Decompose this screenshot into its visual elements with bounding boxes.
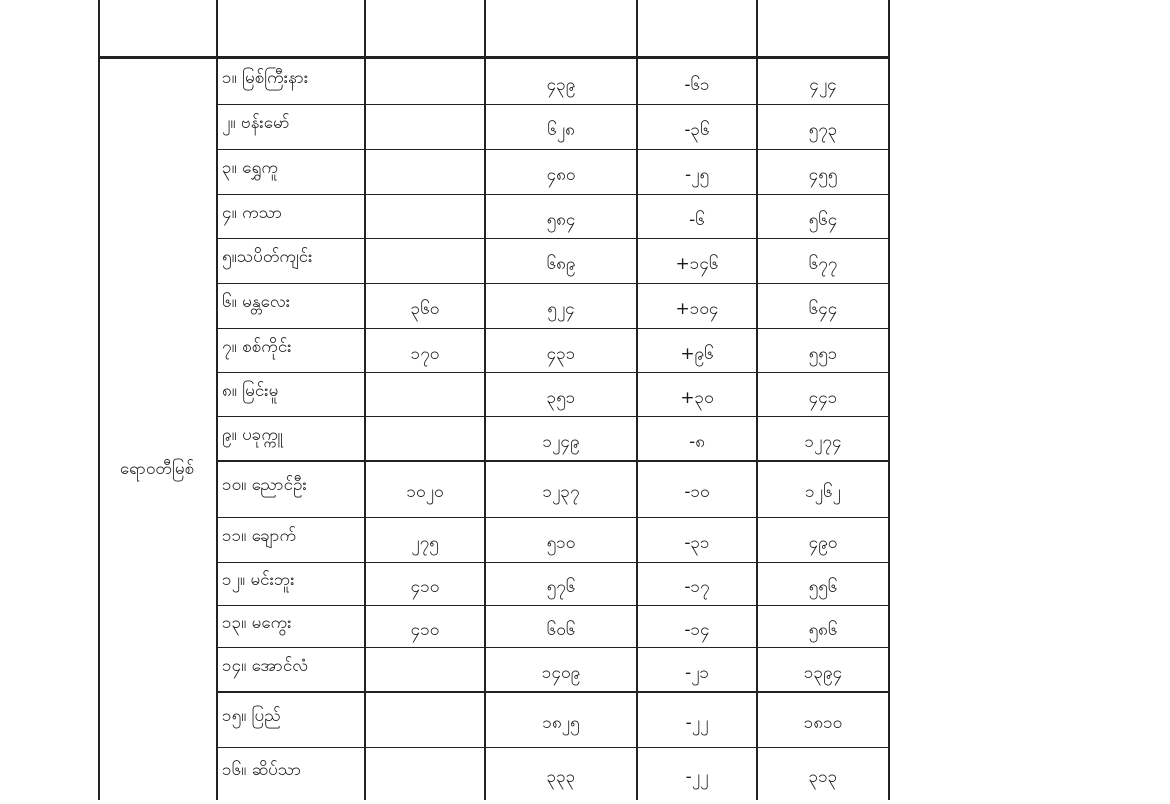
value-col-d: ၁၃၉၄ xyxy=(803,662,843,683)
body-col-divider xyxy=(216,59,218,800)
value-col-a xyxy=(366,108,484,153)
value-col-a: ၁၀၂၀ xyxy=(406,482,444,502)
value-col-b: ၆၈၉ xyxy=(546,254,576,274)
station-name: ၃။ ရွှေကူ xyxy=(222,158,279,178)
value-col-a xyxy=(366,198,484,242)
header-col-divider xyxy=(756,0,758,59)
value-col-b: ၄၃၉ xyxy=(546,75,576,95)
value-col-b: ၅၇၆ xyxy=(546,577,576,597)
value-col-c: -၆၁ xyxy=(684,75,710,95)
value-col-c: -၃၆ xyxy=(684,120,710,140)
value-col-d: ၅၇၃ xyxy=(808,120,838,140)
value-col-c: -၃၁ xyxy=(684,533,710,553)
station-name: ၇။ စစ်ကိုင်း xyxy=(222,336,292,357)
value-col-d: ၄၅၅ xyxy=(808,165,838,185)
value-col-a xyxy=(366,376,484,420)
value-col-d: ၃၁၃ xyxy=(808,767,838,787)
value-col-c: +၁၀၄ xyxy=(675,299,719,319)
value-col-c: -၆ xyxy=(689,209,705,230)
header-col-divider xyxy=(364,0,366,59)
value-col-b: ၄၈၀ xyxy=(546,165,576,185)
value-col-a: ၄၁၀ xyxy=(410,577,440,597)
value-col-a xyxy=(366,651,484,695)
header-col-divider xyxy=(636,0,638,59)
value-col-d: ၁၂၇၄ xyxy=(804,431,842,452)
value-col-c: +၃၀ xyxy=(680,387,714,408)
value-col-c: +၉၆ xyxy=(680,343,714,364)
body-col-divider xyxy=(888,59,890,800)
value-col-d: ၆၇၇ xyxy=(808,254,838,274)
header-col-divider xyxy=(98,0,100,59)
value-col-a: ၁၇၀ xyxy=(410,343,440,364)
header-col-divider xyxy=(216,0,218,59)
value-col-d: ၅၅၁ xyxy=(808,343,838,364)
value-col-a: ၂၇၅ xyxy=(411,533,439,553)
value-col-c: -၁၇ xyxy=(684,577,710,597)
value-col-b: ၁၈၂၅ xyxy=(542,712,580,733)
value-col-c: -၁၀ xyxy=(684,482,710,502)
value-col-a xyxy=(366,242,484,287)
station-name: ၄။ ကသာ xyxy=(222,202,283,223)
value-col-b: ၅၂၄ xyxy=(547,299,575,319)
value-col-d: ၅၈၆ xyxy=(808,619,838,640)
value-col-b: ၅၈၄ xyxy=(546,209,576,230)
value-col-c: -၁၄ xyxy=(684,619,710,640)
station-name: ၁၂။ မင်းဘူး xyxy=(222,570,295,590)
value-col-a xyxy=(366,751,484,804)
station-name: ၂။ ဗန်းမော် xyxy=(222,113,290,133)
value-col-d: ၁၈၁၀ xyxy=(803,712,843,733)
value-col-a xyxy=(366,695,484,751)
value-col-a: ၃၆၀ xyxy=(410,299,440,319)
value-col-b: ၄၃၁ xyxy=(546,343,576,364)
value-col-b: ၁၂၃၇ xyxy=(542,482,580,502)
station-name: ၁။ မြစ်ကြီးနား xyxy=(222,68,309,88)
value-col-d: ၁၂၆၂ xyxy=(805,482,841,502)
value-col-b: ၅၁၀ xyxy=(546,533,576,553)
station-name: ၁၅။ ပြည် xyxy=(222,705,281,726)
value-col-d: ၅၅၆ xyxy=(808,577,838,597)
value-col-c: -၈ xyxy=(689,431,705,452)
value-col-a: ၄၁၀ xyxy=(410,619,440,640)
header-col-divider xyxy=(888,0,890,59)
value-col-c: +၁၄၆ xyxy=(675,254,719,274)
value-col-b: ၁၂၄၉ xyxy=(542,431,580,452)
station-name: ၁၀။ ညောင်ဦး xyxy=(222,475,307,495)
value-col-d: ၆၄၄ xyxy=(808,299,838,319)
station-name: ၉။ ပခုက္ကူ xyxy=(222,424,283,445)
station-name: ၁၁။ ချောက် xyxy=(222,526,297,546)
station-name: ၅။သပိတ်ကျင်း xyxy=(222,247,313,267)
value-col-d: ၄၄၁ xyxy=(808,387,838,408)
value-col-d: ၄၉၀ xyxy=(808,533,838,553)
station-name: ၆။ မန္တလေး xyxy=(222,292,291,312)
station-name: ၁၆။ ဆိပ်သာ xyxy=(222,760,302,780)
value-col-a xyxy=(366,63,484,108)
value-col-c: -၂၂ xyxy=(685,712,709,733)
value-col-b: ၁၄၀၉ xyxy=(541,662,581,683)
value-col-b: ၃၃၃ xyxy=(546,767,576,787)
value-col-c: -၂၂ xyxy=(685,767,709,787)
region-col-left-border xyxy=(98,59,100,800)
value-col-d: ၅၆၄ xyxy=(808,209,838,230)
station-name: ၁၃။ မကွေး xyxy=(222,612,292,633)
value-col-b: ၆၂၈ xyxy=(547,120,575,140)
value-col-d: ၄၂၄ xyxy=(809,75,837,95)
region-label: ရောဝတီမြစ် xyxy=(119,458,195,479)
value-col-c: -၂၅ xyxy=(684,165,710,185)
station-name: ၁၄။ အောင်လံ xyxy=(222,655,309,676)
station-name: ၈။ မြင်းမူ xyxy=(222,380,279,401)
value-col-a xyxy=(366,153,484,198)
value-col-b: ၆၀၆ xyxy=(546,619,576,640)
value-col-c: -၂၁ xyxy=(684,662,710,683)
value-col-a xyxy=(366,420,484,464)
header-col-divider xyxy=(484,0,486,59)
value-col-b: ၃၅၁ xyxy=(546,387,576,408)
